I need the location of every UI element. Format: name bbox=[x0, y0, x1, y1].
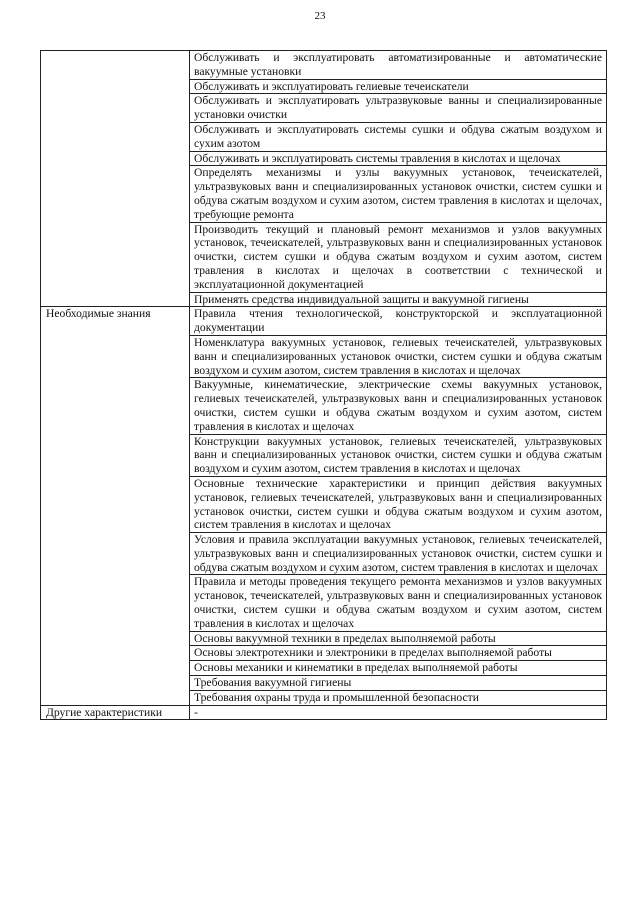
knowledge-item: Конструкции вакуумных установок, гелиевых течеискателей, ультразвуковых ванн и специализированных установок очистки, систем сушки и обдува сжатым воздухом и сухим азотом, систем травления в кислотах и щелочах bbox=[190, 434, 607, 476]
knowledge-item: Вакуумные, кинематические, электрические схемы вакуумных установок, гелиевых течеискателей, ультразвуковых ванн и специализированных установок очистки, систем сушки и обдува сжатым воздухом и сухим азотом, систем травления в кислотах и щелочах bbox=[190, 378, 607, 434]
knowledge-item: Основные технические характеристики и принцип действия вакуумных установок, гелиевых течеискателей, ультразвуковых ванн и специализированных установок очистки, систем сушки и обдува сжатым воздухом и сухим азотом, систем травления в кислотах и щелочах bbox=[190, 476, 607, 532]
skill-item: Производить текущий и плановый ремонт механизмов и узлов вакуумных установок, течеискателей, ультразвуковых ванн и специализированных установок очистки, систем сушки и обдува сжатым воздухом и сухим азотом, систем травления в кислотах и щелочах в соответствии с технической и эксплуатационной документацией bbox=[190, 222, 607, 292]
requirements-table bbox=[40, 50, 607, 720]
skills-label-cell bbox=[41, 51, 190, 307]
skill-item: Обслуживать и эксплуатировать гелиевые течеискатели bbox=[190, 79, 607, 94]
knowledge-label: Необходимые знания bbox=[41, 307, 190, 705]
other-characteristics-label: Другие характеристики bbox=[41, 705, 190, 720]
knowledge-item: Номенклатура вакуумных установок, гелиевых течеискателей, ультразвуковых ванн и специализированных установок очистки, систем сушки и обдува сжатым воздухом и сухим азотом, систем травления в кислотах и щелочах bbox=[190, 335, 607, 377]
table-row bbox=[41, 51, 607, 80]
skill-item: Обслуживать и эксплуатировать автоматизированные и автоматические вакуумные установки bbox=[190, 51, 607, 80]
knowledge-item: Основы вакуумной техники в пределах выполняемой работы bbox=[190, 631, 607, 646]
knowledge-item: Основы электротехники и электроники в пределах выполняемой работы bbox=[190, 646, 607, 661]
skill-item: Обслуживать и эксплуатировать системы сушки и обдува сжатым воздухом и сухим азотом bbox=[190, 122, 607, 151]
skill-item: Обслуживать и эксплуатировать системы травления в кислотах и щелочах bbox=[190, 151, 607, 166]
knowledge-item: Основы механики и кинематики в пределах выполняемой работы bbox=[190, 661, 607, 676]
skill-item: Обслуживать и эксплуатировать ультразвуковые ванны и специализированные установки очистки bbox=[190, 94, 607, 123]
skill-item: Определять механизмы и узлы вакуумных установок, течеискателей, ультразвуковых ванн и специализированных установок очистки, систем сушки и обдува сжатым воздухом и сухим азотом, систем травления в кислотах и щелочах, требующие ремонта bbox=[190, 166, 607, 222]
skill-item: Применять средства индивидуальной защиты и вакуумной гигиены bbox=[190, 292, 607, 307]
knowledge-item: Требования вакуумной гигиены bbox=[190, 676, 607, 691]
page-number: 23 bbox=[314, 10, 326, 22]
table-row bbox=[41, 705, 607, 720]
knowledge-item: Правила чтения технологической, конструкторской и эксплуатационной документации bbox=[190, 307, 607, 336]
knowledge-item: Правила и методы проведения текущего ремонта механизмов и узлов вакуумных установок, течеискателей, ультразвуковых ванн и специализированных установок очистки, систем сушки и обдува сжатым воздухом и сухим азотом, систем травления в кислотах и щелочах bbox=[190, 575, 607, 631]
knowledge-item: Требования охраны труда и промышленной безопасности bbox=[190, 690, 607, 705]
knowledge-item: Условия и правила эксплуатации вакуумных установок, гелиевых течеискателей, ультразвуковых ванн и специализированных установок очистки, систем сушки и обдува сжатым воздухом и сухим азотом, систем травления в кислотах и щелочах bbox=[190, 533, 607, 575]
table-row bbox=[41, 307, 607, 336]
other-characteristics-value: - bbox=[190, 705, 607, 720]
